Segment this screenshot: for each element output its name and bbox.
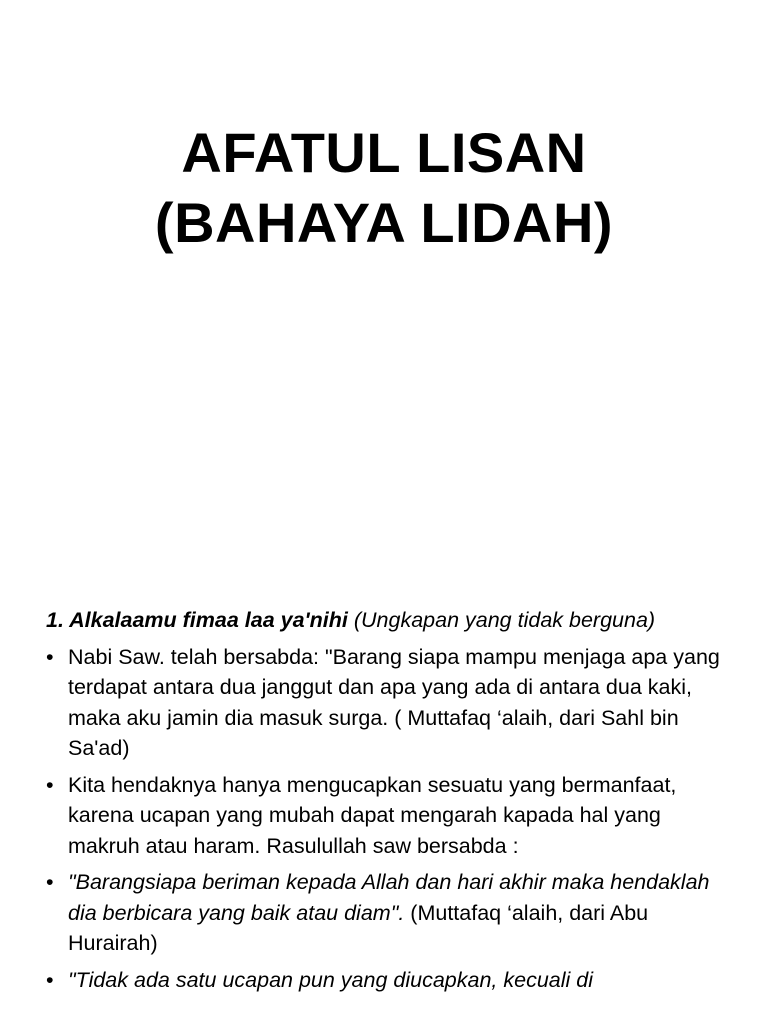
section-heading bbox=[46, 605, 736, 636]
list-item bbox=[46, 867, 736, 959]
hadith-source: (Muttafaq ‘alaih, dari Abu Hurairah) bbox=[68, 900, 649, 955]
title-line-1: AFATUL LISAN bbox=[181, 121, 587, 184]
bullet-icon: • bbox=[46, 870, 54, 894]
bullet-text: Kita hendaknya hanya mengucapkan sesuatu yang bermanfaat, karena ucapan yang mubah dapat mengarah kapada hal yang makruh atau haram. Rasulullah saw bersabda : bbox=[68, 772, 677, 858]
bullet-list bbox=[46, 642, 736, 996]
section-heading-translation: (Ungkapan yang tidak berguna) bbox=[353, 608, 656, 632]
list-item bbox=[46, 770, 736, 862]
slide-title bbox=[0, 118, 768, 258]
bullet-icon: • bbox=[46, 772, 54, 797]
section-heading-title: 1. Alkalaamu fimaa laa ya'nihi bbox=[46, 608, 348, 632]
hadith-quote: "Barangsiapa beriman kepada Allah dan hari akhir maka hendaklah dia berbicara yang baik atau diam". bbox=[68, 870, 710, 925]
slide-body bbox=[46, 605, 736, 1001]
list-item bbox=[46, 642, 736, 764]
title-line-2: (BAHAYA LIDAH) bbox=[154, 191, 614, 254]
bullet-text: Nabi Saw. telah bersabda: "Barang siapa mampu menjaga apa yang terdapat antara dua janggut dan apa yang ada di antara dua kaki, maka aku jamin dia masuk surga. ( Muttafaq ‘alaih, dari Sahl bin Sa'ad) bbox=[68, 644, 720, 760]
list-item bbox=[46, 965, 736, 996]
hadith-quote: "Tidak ada satu ucapan pun yang diucapkan, kecuali di bbox=[68, 967, 593, 992]
bullet-icon: • bbox=[46, 967, 54, 992]
bullet-icon: • bbox=[46, 644, 54, 669]
